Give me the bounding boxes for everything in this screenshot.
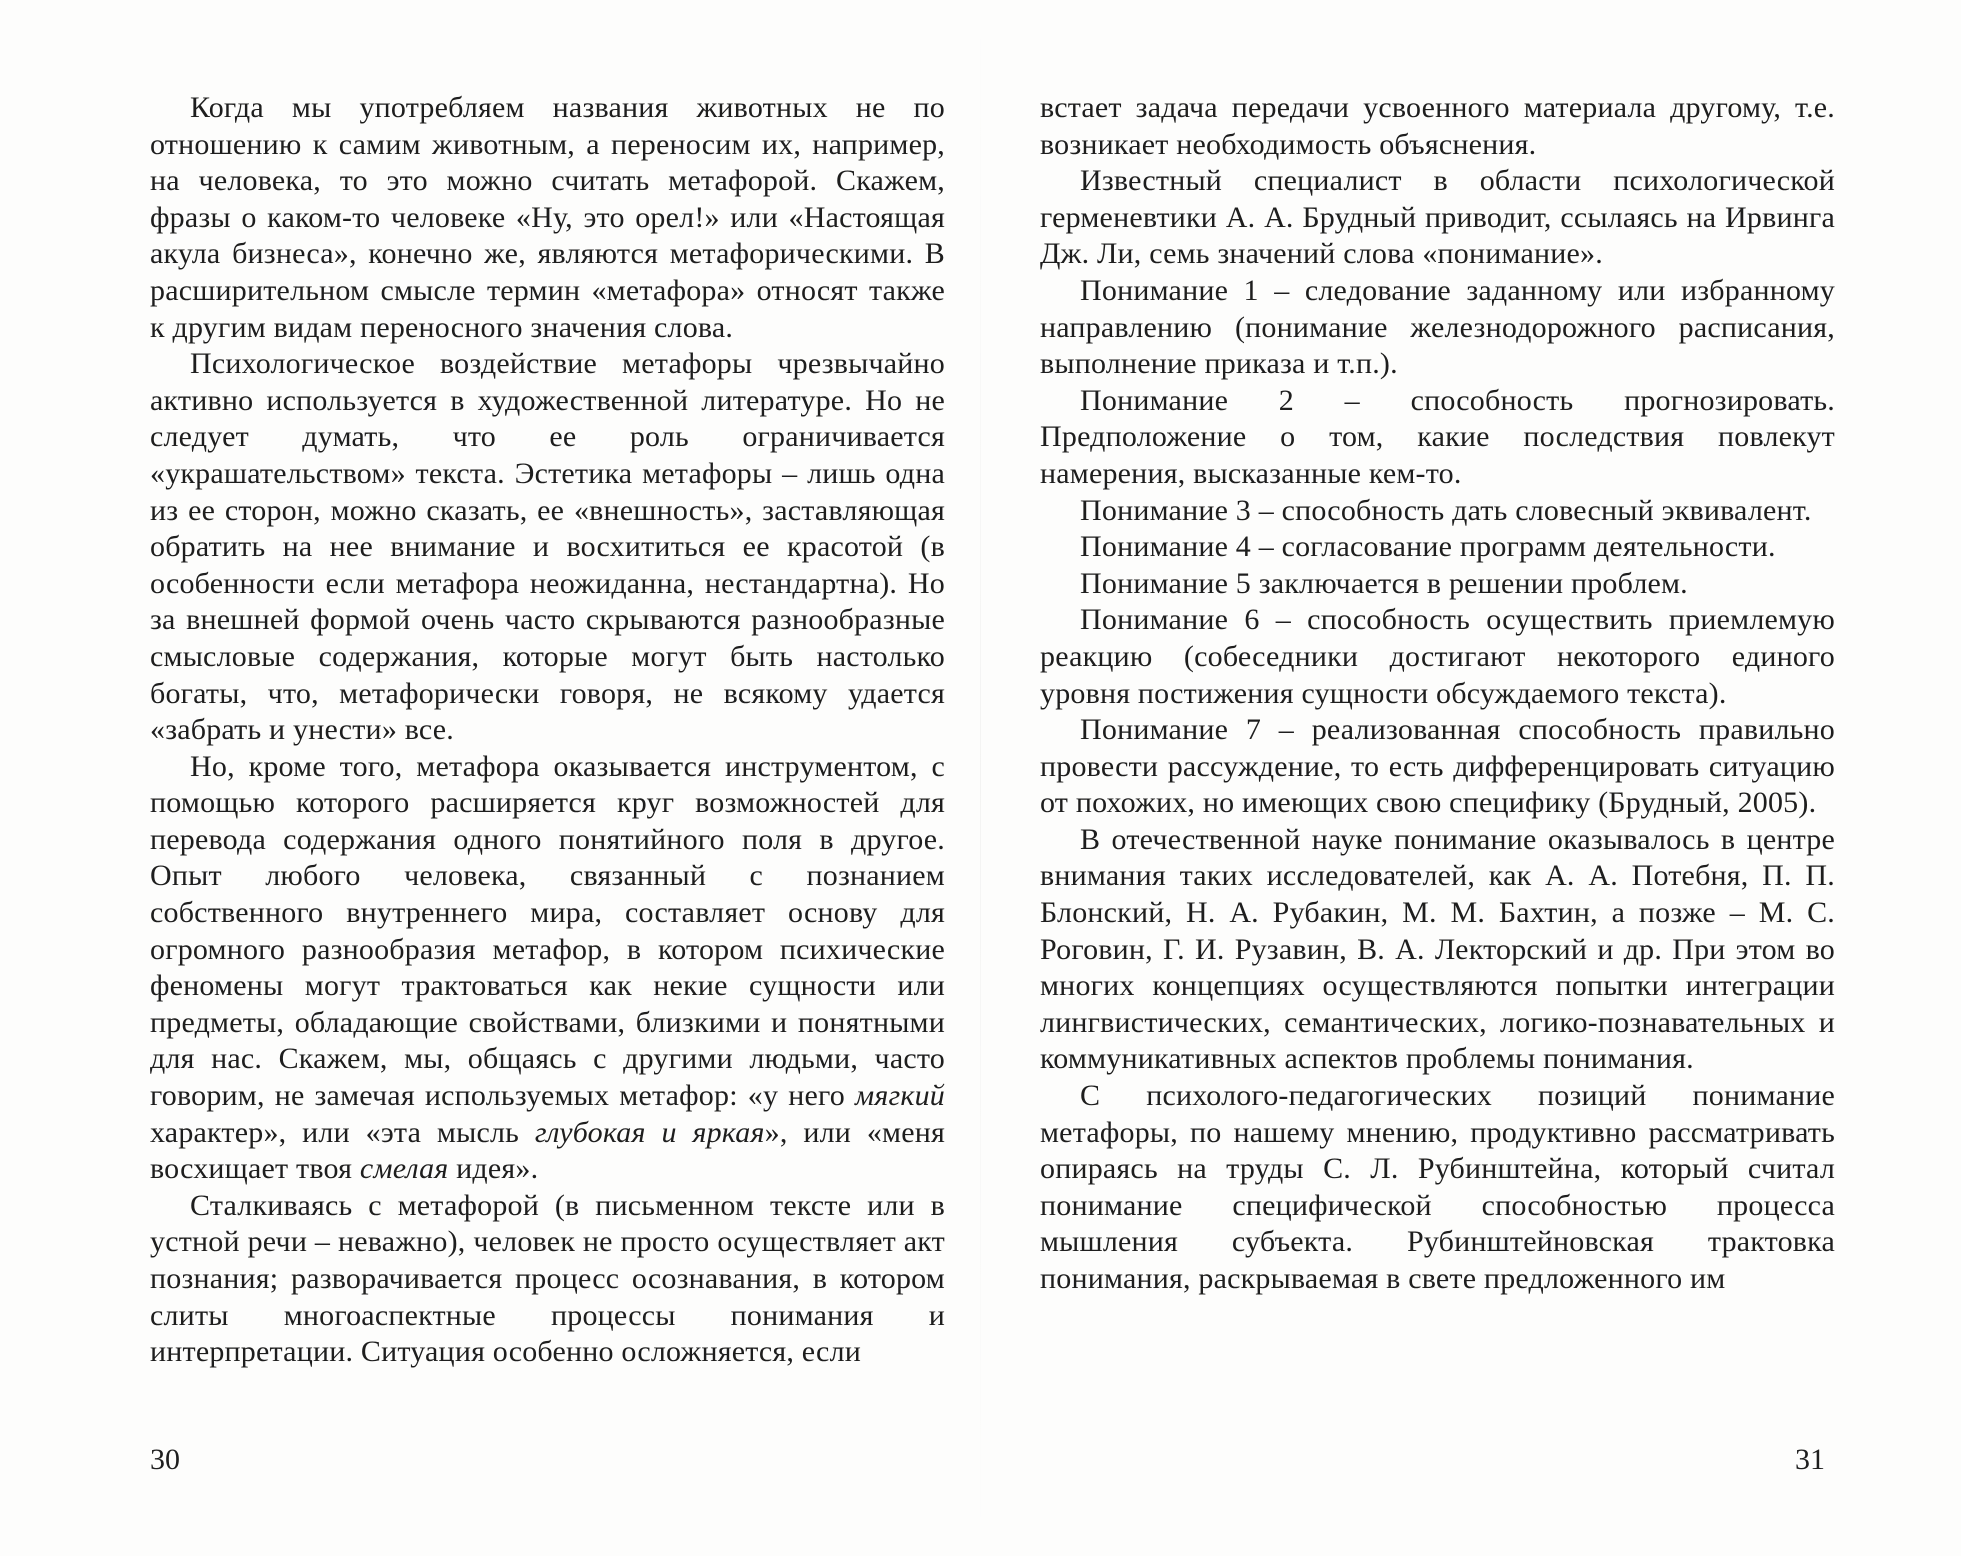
paragraph <box>150 749 945 1188</box>
paragraph-text: идея». <box>448 1152 539 1186</box>
italic-word: глубокая и яркая <box>534 1115 765 1149</box>
paragraph: Когда мы употребляем названия животных не по отношению к самим животным, а переносим их, например, на человека, то это можно считать метафорой. Скажем, фразы о каком-то человеке «Ну, это орел!» или «Настоящая акула бизнеса», конечно же, являются метафорическими. В расширительном смысле термин «метафора» относят также к другим видам переносного значения слова. <box>150 91 945 344</box>
gutter <box>980 0 981 1556</box>
left-page-body <box>150 90 945 1371</box>
paragraph: Понимание 6 – способность осуществить приемлемую реакцию (собеседники достигают некоторого единого уровня постижения сущности обсуждаемого текста). <box>1040 603 1835 710</box>
paragraph: Психологическое воздействие метафоры чрезвычайно активно используется в художественной литературе. Но не следует думать, что ее роль ограничивается «украшательством» текста. Эстетика метафоры – лишь одна из ее сторон, можно сказать, ее «внешность», заставляющая обратить на нее внимание и восхититься ее красотой (в особенности если метафора неожиданна, нестандартна). Но за внешней формой очень часто скрываются разнообразные смысловые содержания, которые могут быть настолько богаты, что, метафорически говоря, не всякому удается «забрать и унести» все. <box>150 347 945 747</box>
paragraph: Понимание 5 заключается в решении проблем. <box>1080 566 1688 600</box>
paragraph-text: характер», или «эта мысль <box>150 1115 535 1149</box>
page-number: 31 <box>1795 1443 1825 1476</box>
paragraph: Сталкиваясь с метафорой (в письменном тексте или в устной речи – неважно), человек не просто осуществляет акт познания; разворачивается процесс осознавания, в котором слиты многоаспектные процессы понимания и интерпретации. Ситуация особенно осложняется, если <box>150 1188 945 1369</box>
paragraph: Известный специалист в области психологической герменевтики А. А. Брудный приводит, ссылаясь на Ирвинга Дж. Ли, семь значений слова «понимание». <box>1040 164 1835 271</box>
right-page <box>1040 90 1835 1476</box>
paragraph: Понимание 4 – согласование программ деятельности. <box>1080 530 1776 564</box>
paragraph: С психолого-педагогических позиций понимание метафоры, по нашему мнению, продуктивно рассматривать опираясь на труды С. Л. Рубинштейна, который считал понимание специфической способностью процесса мышления субъекта. Рубинштейновская трактовка понимания, раскрываемая в свете предложенного им <box>1040 1079 1835 1295</box>
paragraph: Понимание 3 – способность дать словесный эквивалент. <box>1080 493 1812 527</box>
italic-word: мягкий <box>854 1079 945 1113</box>
paragraph: встает задача передачи усвоенного материала другому, т.е. возникает необходимость объяснения. <box>1040 91 1835 161</box>
left-page <box>150 90 945 1476</box>
right-page-body <box>1040 90 1835 1298</box>
paragraph: Понимание 1 – следование заданному или избранному направлению (понимание железнодорожного расписания, выполнение приказа и т.п.). <box>1040 273 1835 381</box>
paragraph-text: », или «меня восхищает твоя <box>150 1115 945 1186</box>
paragraph: В отечественной науке понимание оказывалось в центре внимания таких исследователей, как А. А. Потебня, П. П. Блонский, Н. А. Рубакин, М. М. Бахтин, а позже – М. С. Роговин, Г. И. Рузавин, В. А. Лекторский и др. При этом во многих концепциях осуществляются попытки интеграции лингвистических, семантических, логико-познавательных и коммуникативных аспектов проблемы понимания. <box>1040 822 1835 1076</box>
italic-word: смелая <box>359 1152 449 1186</box>
paragraph: Понимание 2 – способность прогнозировать. Предположение о том, какие последствия повлекут намерения, высказанные кем-то. <box>1040 383 1835 490</box>
paragraph: Понимание 7 – реализованная способность правильно провести рассуждение, то есть дифференцировать ситуацию от похожих, но имеющих свою специфику (Брудный, 2005). <box>1040 713 1835 820</box>
paragraph-text: Но, кроме того, метафора оказывается инструментом, с помощью которого расширяется круг возможностей для перевода содержания одного понятийного поля в другое. Опыт любого человека, связанный с познанием собственного внутреннего мира, составляет основу для огромного разнообразия метафор, в котором психические феномены могут трактоваться как некие сущности или предметы, обладающие свойствами, близкими и понятными для нас. Скажем, мы, общаясь с другими людьми, часто говорим, не замечая используемых метафор: «у него <box>150 749 945 1113</box>
page-number: 30 <box>150 1443 180 1476</box>
